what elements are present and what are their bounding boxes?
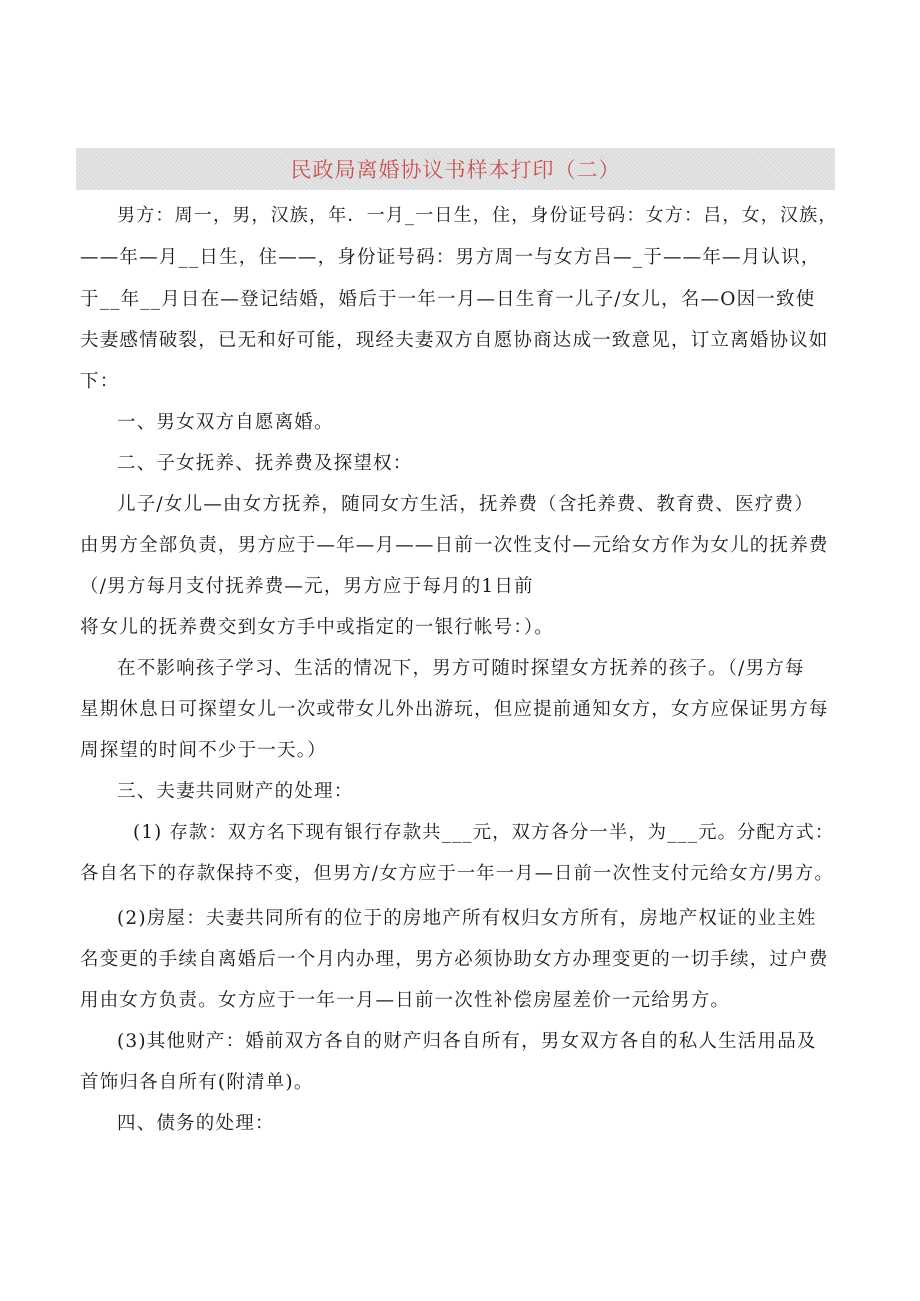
section-heading: 一、男女双方自愿离婚。 [117,412,334,433]
list-item: (1) 存款：双方名下现有银行存款共___元，双方各分一半，为___元。分配方式： [133,822,835,843]
paragraph-line: （/男方每月支付抚养费—元，男方应于每月的1日前 [80,576,534,597]
section-heading: 三、夫妻共同财产的处理： [117,781,354,802]
list-item: (2)房屋：夫妻共同所有的位于的房地产所有权归女方所有，房地产权证的业主姓 [117,908,817,929]
section-heading: 四、债务的处理： [117,1113,275,1134]
list-item: (3)其他财产：婚前双方各自的财产归各自所有，男女双方各自的私人生活用品及 [117,1031,817,1052]
paragraph-line: 用由女方负责。女方应于一年一月—日前一次性补偿房屋差价一元给男方。 [80,990,731,1011]
paragraph-line: 夫妻感情破裂，已无和好可能，现经夫妻双方自愿协商达成一致意见，订立离婚协议如 [80,330,829,351]
paragraph-line: 首饰归各自所有(附清单)。 [80,1072,314,1093]
paragraph-line: 星期休息日可探望女儿一次或带女儿外出游玩，但应提前通知女方，女方应保证男方每 [80,699,829,720]
document-title: 民政局离婚协议书样本打印（二） [290,158,621,182]
paragraph-line: 各自名下的存款保持不变，但男方/女方应于一年一月—日前一次性支付元给女方/男方。 [80,863,834,884]
paragraph-line: 男方：周一，男，汉族，年．一月_一日生，住，身份证号码：女方：吕，女，汉族， [117,205,838,226]
paragraph-line: 由男方全部负责，男方应于—年—月——日前一次性支付—元给女方作为女儿的抚养费 [80,535,829,556]
paragraph-line: 儿子/女儿—由女方抚养，随同女方生活，抚养费（含托养费、教育费、医疗费） [117,494,814,515]
paragraph-line: 名变更的手续自离婚后一个月内办理，男方必须协助女方办理变更的一切手续，过户费 [80,949,829,970]
section-heading: 二、子女抚养、抚养费及探望权： [117,453,413,474]
paragraph-line: 周探望的时间不少于一天。） [80,740,327,761]
paragraph-line: ——年—月__日生，住——，身份证号码：男方周一与女方吕—_于——年—月认识， [80,247,821,268]
paragraph-line: 下： [80,371,120,392]
title-banner [76,148,835,190]
paragraph-line: 在不影响孩子学习、生活的情况下，男方可随时探望女方抚养的孩子。（/男方每 [117,658,805,679]
paragraph-line: 于__年__月日在—登记结婚，婚后于一年一月—日生育一儿子/女儿，名—O因一致使 [80,289,816,310]
paragraph-line: 将女儿的抚养费交到女方手中或指定的一银行帐号：）。 [80,617,555,638]
